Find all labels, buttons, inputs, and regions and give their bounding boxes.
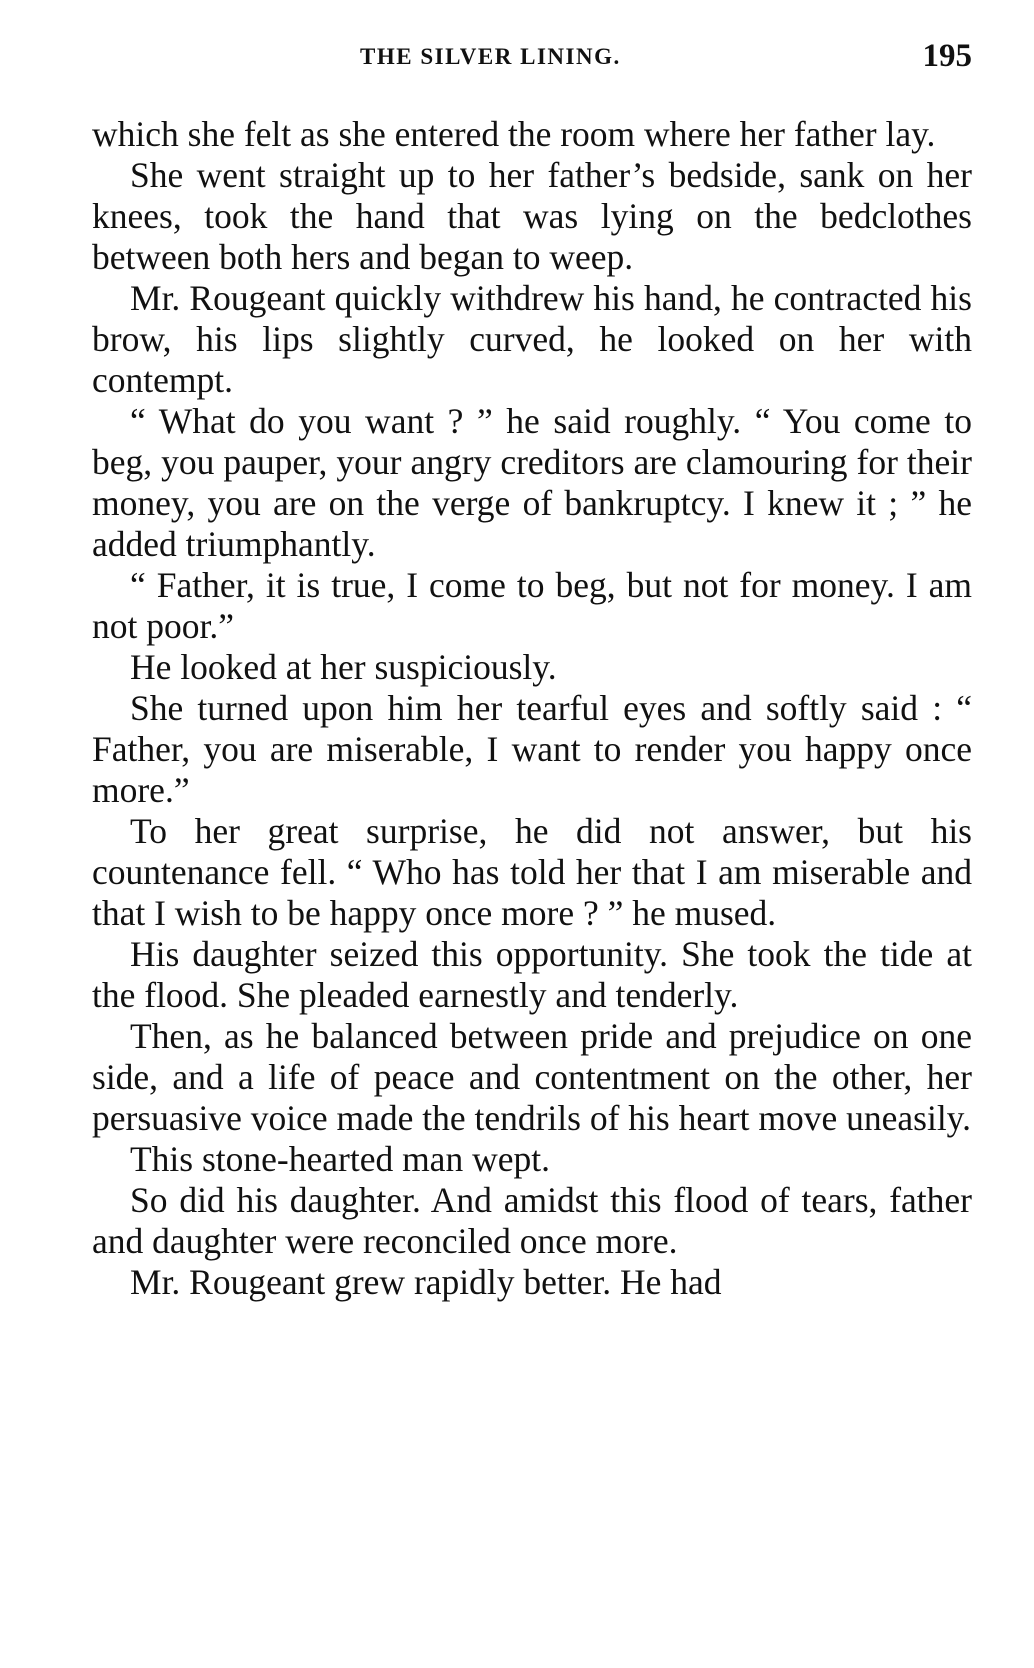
paragraph: His daughter seized this opportunity. She took the tide at the flood. She pleaded earnestly and tenderly. (92, 934, 972, 1015)
paragraph: To her great surprise, he did not answer, but his countenance fell. “ Who has told her that I am miserable and that I wish to be happy once more ? ” he mused. (92, 811, 972, 933)
paragraph: Mr. Rougeant grew rapidly better. He had (130, 1262, 722, 1302)
running-header (92, 38, 972, 78)
paragraph: He looked at her suspiciously. (130, 647, 557, 687)
paragraph: “ Father, it is true, I come to beg, but not for money. I am not poor.” (92, 565, 972, 646)
paragraph: Then, as he balanced between pride and prejudice on one side, and a life of peace and contentment on the other, her persuasive voice made the tendrils of his heart move uneasily. (92, 1016, 972, 1138)
paragraph: Mr. Rougeant quickly withdrew his hand, he contracted his brow, his lips slightly curved, he looked on her with contempt. (92, 278, 972, 400)
paragraph: So did his daughter. And amidst this flood of tears, father and daughter were reconciled once more. (92, 1180, 972, 1261)
running-title: THE SILVER LINING. (360, 44, 621, 69)
page-number: 195 (922, 38, 972, 74)
paragraph: which she felt as she entered the room where her father lay. (92, 114, 936, 154)
paragraph: She turned upon him her tearful eyes and softly said : “ Father, you are miserable, I want to render you happy once more.” (92, 688, 972, 810)
body-text (92, 114, 972, 1303)
paragraph: “ What do you want ? ” he said roughly. “ You come to beg, you pauper, your angry creditors are clamouring for their money, you are on the verge of bankruptcy. I knew it ; ” he added triumphantly. (92, 401, 972, 564)
paragraph: This stone-hearted man wept. (130, 1139, 550, 1179)
paragraph: She went straight up to her father’s bedside, sank on her knees, took the hand that was lying on the bedclothes between both hers and began to weep. (92, 155, 972, 277)
